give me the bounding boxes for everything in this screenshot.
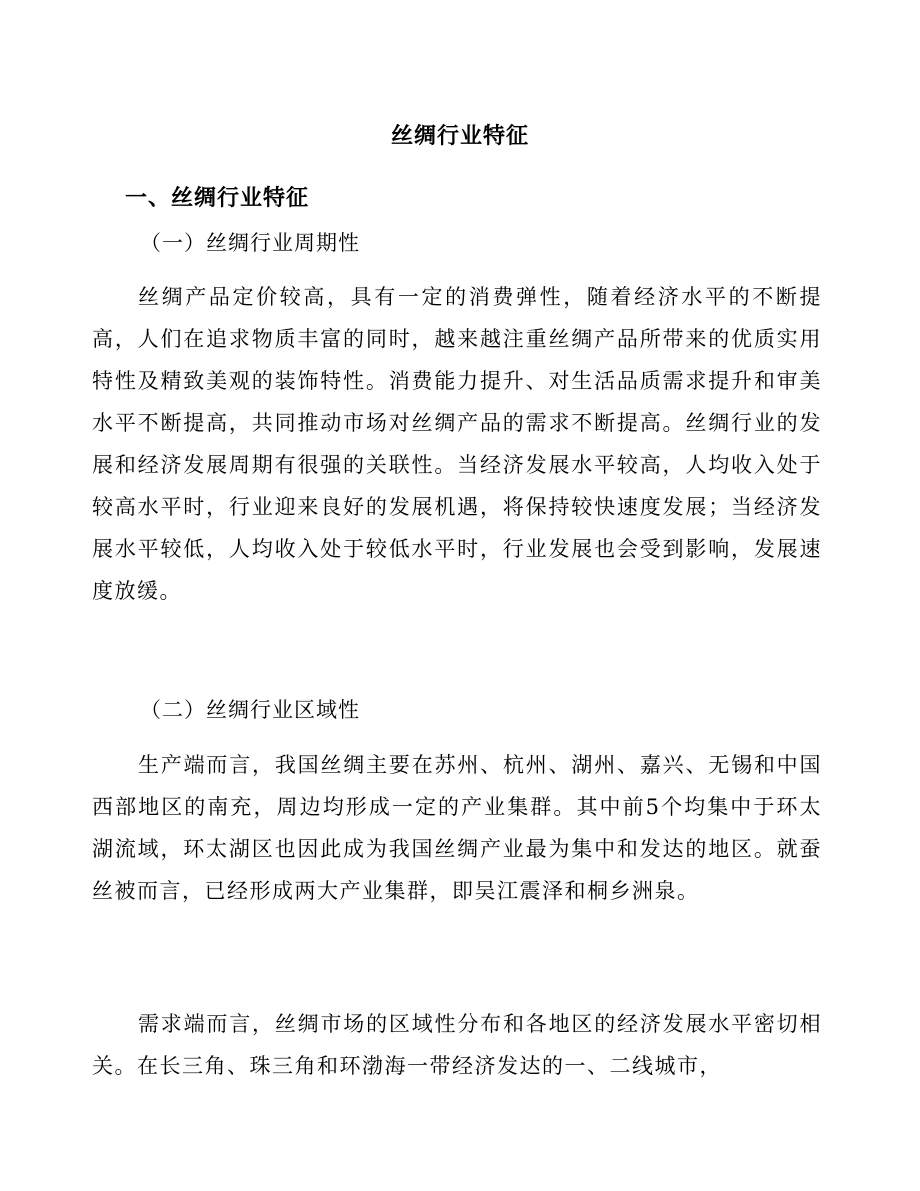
document-title: 丝绸行业特征 [390, 123, 529, 149]
paragraph-demand-side: 需求端而言，丝绸市场的区域性分布和各地区的经济发展水平密切相关。在长三角、珠三角和环渤海一带经济发达的一、二线城市， [92, 1012, 822, 1078]
subsection-heading-cyclicality: （一）丝绸行业周期性 [140, 231, 360, 255]
paragraph-cyclicality: 丝绸产品定价较高，具有一定的消费弹性，随着经济水平的不断提高，人们在追求物质丰富的同时，越来越注重丝绸产品所带来的优质实用特性及精致美观的装饰特性。消费能力提升、对生活品质需求提升和审美水平不断提高，共同推动市场对丝绸产品的需求不断提高。丝绸行业的发展和经济发展周期有很强的关联性。当经济发展水平较高，人均收入处于较高水平时，行业迎来良好的发展机遇，将保持较快速度发展；当经济发展水平较低，人均收入处于较低水平时，行业发展也会受到影响，发展速度放缓。 [92, 285, 822, 603]
section-heading-1: 一、丝绸行业特征 [125, 185, 310, 211]
subsection-heading-regionality: （二）丝绸行业区域性 [140, 698, 360, 722]
paragraph-production-side: 生产端而言，我国丝绸主要在苏州、杭州、湖州、嘉兴、无锡和中国西部地区的南充，周边均形成一定的产业集群。其中前5个均集中于环太湖流域，环太湖区也因此成为我国丝绸产业最为集中和发达的地区。就蚕丝被而言，已经形成两大产业集群，即吴江震泽和桐乡洲泉。 [92, 753, 822, 903]
